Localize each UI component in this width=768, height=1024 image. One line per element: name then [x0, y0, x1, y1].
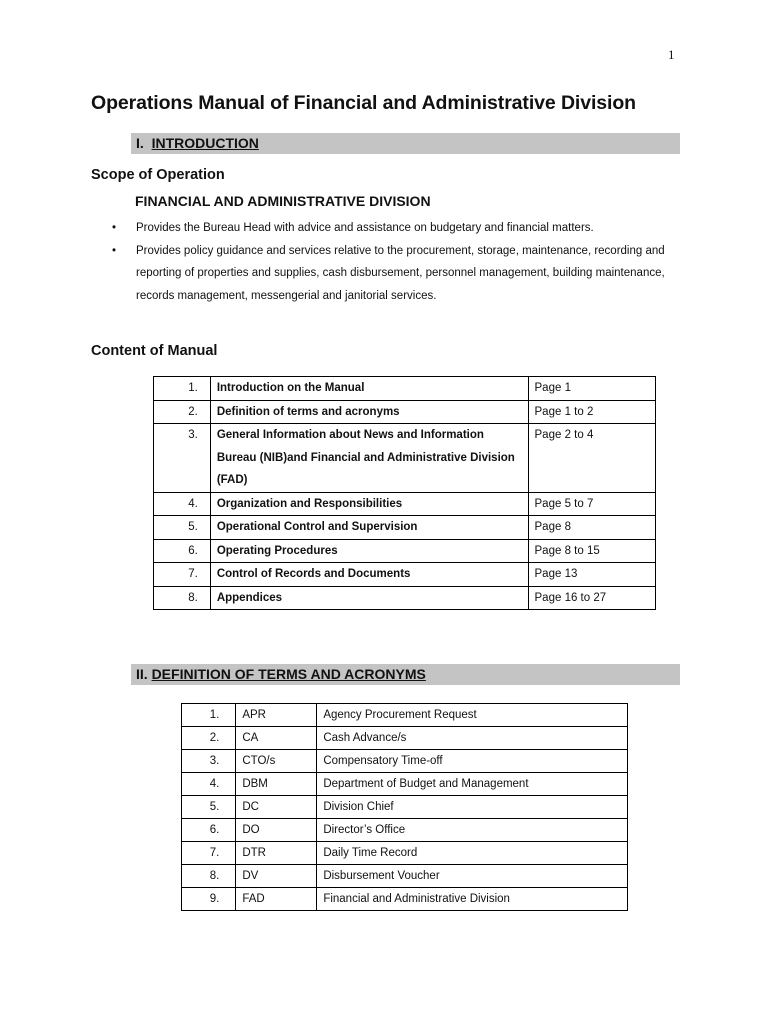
row-number: 6. — [182, 819, 236, 842]
row-number: 4. — [154, 492, 211, 516]
term-meaning: Director’s Office — [317, 819, 628, 842]
table-row — [182, 727, 628, 750]
table-row — [182, 842, 628, 865]
row-title: Operational Control and Supervision — [210, 516, 528, 540]
contents-table — [153, 376, 656, 610]
term-meaning: Compensatory Time-off — [317, 750, 628, 773]
term-meaning: Department of Budget and Management — [317, 773, 628, 796]
table-row — [154, 424, 656, 493]
section-heading-introduction — [131, 133, 680, 154]
row-number: 3. — [182, 750, 236, 773]
row-pages: Page 1 to 2 — [528, 400, 655, 424]
row-number: 5. — [154, 516, 211, 540]
scope-bullet-list — [112, 217, 682, 307]
term-meaning: Cash Advance/s — [317, 727, 628, 750]
section-numeral: I. — [136, 135, 144, 151]
row-number: 8. — [182, 865, 236, 888]
row-title: Operating Procedures — [210, 539, 528, 563]
row-number: 2. — [154, 400, 211, 424]
row-pages: Page 5 to 7 — [528, 492, 655, 516]
term-abbreviation: APR — [236, 704, 317, 727]
row-number: 1. — [182, 704, 236, 727]
row-title: Definition of terms and acronyms — [210, 400, 528, 424]
row-number: 8. — [154, 586, 211, 610]
term-meaning: Disbursement Voucher — [317, 865, 628, 888]
row-pages: Page 8 to 15 — [528, 539, 655, 563]
row-number: 5. — [182, 796, 236, 819]
term-meaning: Daily Time Record — [317, 842, 628, 865]
table-row — [154, 400, 656, 424]
row-number: 4. — [182, 773, 236, 796]
row-number: 6. — [154, 539, 211, 563]
table-row — [154, 516, 656, 540]
term-meaning: Agency Procurement Request — [317, 704, 628, 727]
row-title: Introduction on the Manual — [210, 377, 528, 401]
row-title: General Information about News and Information Bureau (NIB)and Financial and Administrative Division (FAD) — [210, 424, 528, 493]
table-row — [154, 586, 656, 610]
row-number: 7. — [182, 842, 236, 865]
row-number: 9. — [182, 888, 236, 911]
table-row — [182, 704, 628, 727]
row-number: 1. — [154, 377, 211, 401]
table-row — [182, 750, 628, 773]
row-number: 3. — [154, 424, 211, 493]
document-title: Operations Manual of Financial and Administrative Division — [91, 92, 636, 114]
row-title: Organization and Responsibilities — [210, 492, 528, 516]
scope-bullet-text: Provides the Bureau Head with advice and assistance on budgetary and financial matters. — [136, 222, 594, 234]
term-abbreviation: DBM — [236, 773, 317, 796]
bullet-icon: • — [112, 222, 117, 234]
row-pages: Page 13 — [528, 563, 655, 587]
section-title: DEFINITION OF TERMS AND ACRONYMS — [151, 666, 426, 682]
row-pages: Page 16 to 27 — [528, 586, 655, 610]
row-pages: Page 1 — [528, 377, 655, 401]
section-title: INTRODUCTION — [151, 135, 259, 151]
row-number: 7. — [154, 563, 211, 587]
term-meaning: Financial and Administrative Division — [317, 888, 628, 911]
row-pages: Page 2 to 4 — [528, 424, 655, 493]
row-number: 2. — [182, 727, 236, 750]
term-abbreviation: FAD — [236, 888, 317, 911]
table-row — [154, 377, 656, 401]
table-row — [182, 773, 628, 796]
term-abbreviation: DTR — [236, 842, 317, 865]
page-number: 1 — [668, 47, 675, 62]
term-abbreviation: CA — [236, 727, 317, 750]
bullet-icon: • — [112, 244, 117, 257]
term-abbreviation: CTO/s — [236, 750, 317, 773]
table-row — [182, 796, 628, 819]
division-heading: FINANCIAL AND ADMINISTRATIVE DIVISION — [135, 193, 431, 209]
table-row — [154, 492, 656, 516]
terms-table — [181, 703, 628, 911]
table-row — [182, 819, 628, 842]
scope-bullet-item — [112, 217, 682, 240]
table-row — [154, 563, 656, 587]
term-abbreviation: DO — [236, 819, 317, 842]
table-row — [182, 888, 628, 911]
row-pages: Page 8 — [528, 516, 655, 540]
table-row — [182, 865, 628, 888]
section-heading-label — [136, 135, 259, 151]
term-meaning: Division Chief — [317, 796, 628, 819]
scope-bullet-text: Provides policy guidance and services relative to the procurement, storage, maintenance, recording and reporting of properties and supplies, cash disbursement, personnel management, building maintenance, records management, messengerial and janitorial services. — [136, 244, 665, 302]
section-numeral: II. — [136, 666, 148, 682]
section-heading-label — [136, 666, 426, 682]
row-title: Control of Records and Documents — [210, 563, 528, 587]
term-abbreviation: DV — [236, 865, 317, 888]
table-row — [154, 539, 656, 563]
scope-bullet-item — [112, 240, 682, 308]
section-heading-definitions — [131, 664, 680, 685]
row-title: Appendices — [210, 586, 528, 610]
term-abbreviation: DC — [236, 796, 317, 819]
content-heading: Content of Manual — [91, 343, 218, 359]
scope-heading: Scope of Operation — [91, 167, 225, 183]
